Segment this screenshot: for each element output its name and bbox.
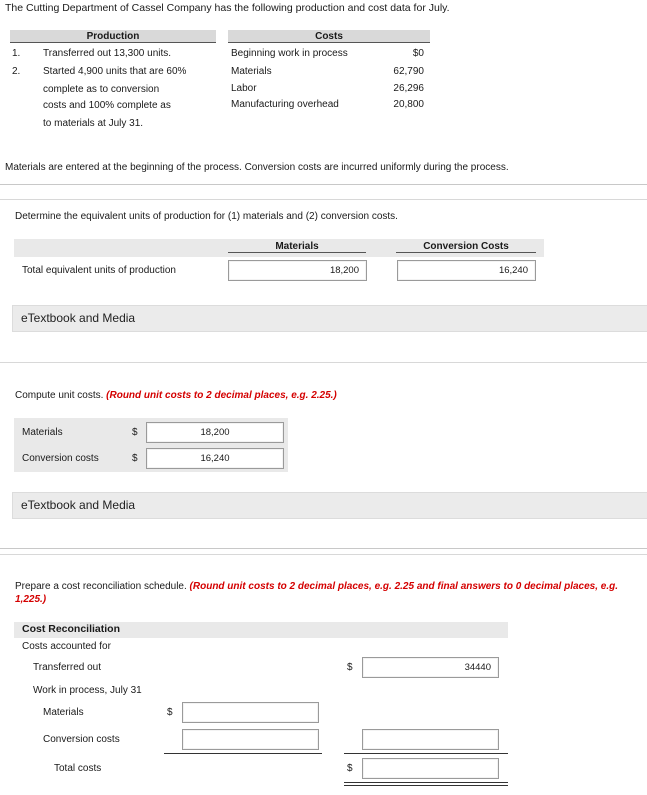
costs-value-materials: 62,790 — [393, 66, 424, 77]
unit-cost-materials-dollar: $ — [132, 427, 138, 438]
part2-prompt: Compute unit costs. — [15, 390, 104, 401]
wip-materials-input[interactable] — [182, 702, 319, 723]
part3-prompt-block — [15, 580, 635, 606]
unit-cost-materials-input[interactable]: 18,200 — [146, 422, 284, 443]
costs-value-labor: 26,296 — [393, 83, 424, 94]
unit-cost-materials-label: Materials — [22, 427, 63, 438]
section-divider — [0, 554, 647, 555]
costs-label-materials: Materials — [231, 66, 272, 77]
equivalent-units-conversion-input[interactable]: 16,240 — [397, 260, 536, 281]
intro-text: The Cutting Department of Cassel Company has the following production and cost data for July. — [5, 2, 450, 14]
wip-materials-dollar: $ — [167, 707, 173, 718]
reconciliation-title: Cost Reconciliation — [22, 623, 121, 635]
unit-cost-conversion-input[interactable]: 16,240 — [146, 448, 284, 469]
costs-accounted-for-label: Costs accounted for — [22, 641, 111, 652]
costs-label-beginning-wip: Beginning work in process — [231, 48, 348, 59]
wip-label: Work in process, July 31 — [33, 685, 142, 696]
equivalent-units-materials-input[interactable]: 18,200 — [228, 260, 367, 281]
total-costs-input[interactable] — [362, 758, 499, 779]
production-item-2-line-4: to materials at July 31. — [43, 118, 144, 129]
etextbook-media-button[interactable]: eTextbook and Media — [12, 305, 647, 332]
costs-value-overhead: 20,800 — [393, 99, 424, 110]
production-item-2-line-2: complete as to conversion — [43, 84, 160, 95]
total-double-rule — [344, 785, 508, 786]
production-item-2-line-3: costs and 100% complete as — [43, 100, 171, 111]
transferred-out-input[interactable]: 34440 — [362, 657, 499, 678]
costs-label-labor: Labor — [231, 83, 257, 94]
unit-cost-conversion-label: Conversion costs — [22, 453, 99, 464]
wip-total-input[interactable] — [362, 729, 499, 750]
section-divider — [0, 184, 647, 185]
part2-hint: (Round unit costs to 2 decimal places, e.g. 2.25.) — [106, 390, 337, 401]
process-note: Materials are entered at the beginning of the process. Conversion costs are incurred uniformly during the process. — [5, 162, 509, 173]
part3-prompt: Prepare a cost reconciliation schedule. — [15, 581, 187, 592]
total-double-rule — [344, 782, 508, 783]
wip-conversion-label: Conversion costs — [43, 734, 120, 745]
subtotal-rule — [344, 753, 508, 754]
wip-materials-label: Materials — [43, 707, 84, 718]
part2-prompt-line — [15, 390, 337, 401]
transferred-out-label: Transferred out — [33, 662, 101, 673]
part3-hint-1: (Round unit costs to 2 decimal places, e.g. 2.25 and final answers to 0 decimal places, e.g. — [189, 581, 619, 592]
part1-row-label: Total equivalent units of production — [22, 265, 176, 276]
unit-cost-conversion-dollar: $ — [132, 453, 138, 464]
etextbook-media-button[interactable]: eTextbook and Media — [12, 492, 647, 519]
total-costs-dollar: $ — [347, 763, 353, 774]
section-divider — [0, 199, 647, 200]
wip-conversion-input[interactable] — [182, 729, 319, 750]
part3-hint-2: 1,225.) — [15, 594, 47, 605]
section-divider — [0, 548, 647, 549]
subtotal-rule — [164, 753, 322, 754]
production-item-1-num: 1. — [12, 48, 21, 59]
part1-col-materials: Materials — [228, 240, 366, 253]
section-divider — [0, 362, 647, 363]
total-costs-label: Total costs — [54, 763, 102, 774]
part1-col-conversion: Conversion Costs — [396, 240, 536, 253]
production-header: Production — [10, 30, 216, 43]
production-item-1-text: Transferred out 13,300 units. — [43, 48, 172, 59]
part1-prompt: Determine the equivalent units of production for (1) materials and (2) conversion costs. — [15, 211, 398, 222]
costs-value-beginning-wip: $0 — [412, 48, 424, 59]
transferred-out-dollar: $ — [347, 662, 353, 673]
production-item-2-line-1: Started 4,900 units that are 60% — [43, 66, 187, 77]
costs-header: Costs — [228, 30, 430, 43]
production-item-2-num: 2. — [12, 66, 21, 77]
costs-label-overhead: Manufacturing overhead — [231, 99, 339, 110]
